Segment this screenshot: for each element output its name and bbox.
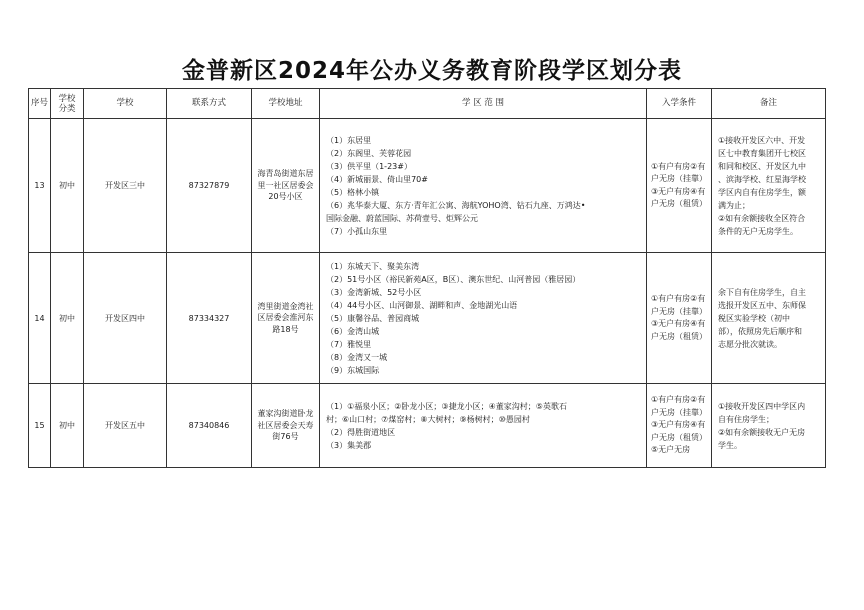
header-category-line2: 分类	[58, 103, 76, 114]
condition-line: ①有户有房②有	[651, 294, 706, 303]
row-conditions	[647, 253, 712, 384]
range-line: （3）金湾新城、52号小区	[326, 287, 422, 297]
note-line: 满为止；	[718, 200, 750, 210]
table-row	[29, 384, 826, 468]
range-line: （1）东居里	[326, 135, 372, 145]
row-seq: 14	[29, 253, 51, 384]
condition-line: ③无户有房④有	[651, 319, 706, 328]
range-line: （1）①福泉小区；②卧龙小区；③捷龙小区；④董家沟村；⑤英歌石	[326, 401, 567, 411]
school-district-table	[28, 88, 826, 468]
header-seq: 序号	[29, 89, 51, 119]
row-conditions	[647, 384, 712, 468]
note-line: 和同和校区、开发区九中	[718, 161, 806, 171]
row-seq: 15	[29, 384, 51, 468]
header-contact: 联系方式	[167, 89, 252, 119]
row-category: 初中	[51, 119, 84, 253]
note-line: 区七中教育集团开七校区	[718, 148, 806, 158]
row-school: 开发区四中	[84, 253, 167, 384]
page-title: 金普新区2024年公办义务教育阶段学区划分表	[181, 58, 682, 84]
range-line: 国际金融、蔚蓝国际、苏荷壹号、炬辉公元	[326, 213, 478, 223]
note-line: 条件的无户无房学生。	[718, 226, 798, 236]
row-range	[320, 384, 647, 468]
row-contact: 87327879	[167, 119, 252, 253]
range-line: （5）格林小镇	[326, 187, 380, 197]
row-address: 海青岛街道东居里一社区居委会20号小区	[252, 119, 320, 253]
row-contact: 87340846	[167, 384, 252, 468]
table-header-row	[29, 89, 826, 119]
condition-line: 户无房（挂靠）	[651, 306, 707, 316]
condition-line: 户无房（租赁）	[651, 199, 707, 208]
row-school: 开发区五中	[84, 384, 167, 468]
condition-line: 户无房（挂靠）	[651, 407, 707, 417]
header-category	[51, 89, 84, 119]
note-line: 志愿分批次就读。	[718, 339, 782, 349]
note-line: ②如有余额接收无户无房	[718, 427, 806, 437]
range-line: （2）51号小区（裕民新苑A区，B区）、澳东世纪、山河普园（雅居园）	[326, 274, 581, 284]
range-line: 村；⑥山口村；⑦煤窑村；⑧大树村；⑨杨树村；⑩愚园村	[326, 414, 530, 424]
condition-line: ⑤无户无房	[651, 445, 691, 455]
table-row	[29, 119, 826, 253]
note-line: 部），依照房先后顺序和	[718, 326, 802, 336]
range-line: （1）东城天下、聚美东湾	[326, 261, 420, 271]
row-category: 初中	[51, 253, 84, 384]
range-line: （3）供平里（1-23#）	[326, 161, 412, 171]
row-notes	[712, 384, 826, 468]
header-address: 学校地址	[252, 89, 320, 119]
range-line: （6）金湾山城	[326, 326, 380, 336]
condition-line: ①有户有房②有	[651, 161, 706, 171]
condition-line: 户无房（租赁）	[651, 432, 707, 442]
range-line: （4）44号小区、山河御景、湖畔和声、金地湖光山语	[326, 300, 518, 310]
row-conditions	[647, 119, 712, 253]
range-line: （4）新城丽景、倚山里70#	[326, 174, 428, 184]
range-line: （7）雅悦里	[326, 339, 372, 349]
condition-line: 户无房（挂靠）	[651, 174, 707, 183]
range-line: （8）金湾又一城	[326, 352, 388, 362]
note-line: ②如有余额接收全区符合	[718, 213, 806, 223]
header-school: 学校	[84, 89, 167, 119]
row-address: 董家沟街道卧龙社区居委会天寿街76号	[252, 384, 320, 468]
condition-line: ③无户有房④有	[651, 186, 706, 196]
row-school: 开发区三中	[84, 119, 167, 253]
note-line: ①接收开发区四中学区内	[718, 401, 806, 411]
row-notes	[712, 253, 826, 384]
range-line: （2）得胜街道地区	[326, 427, 396, 437]
note-line: ①接收开发区六中、开发	[718, 135, 806, 145]
row-range	[320, 119, 647, 253]
condition-line: 户无房（租赁）	[651, 331, 707, 341]
range-line: （2）东阁里、芙蓉花园	[326, 148, 412, 158]
row-contact: 87334327	[167, 253, 252, 384]
row-notes	[712, 119, 826, 253]
note-line: 、滨海学校、红星海学校	[718, 174, 806, 184]
condition-line: ③无户有房④有	[651, 420, 706, 430]
range-line: （6）兆华泰大厦、东方·青年汇公寓、海航YOHO湾、钻石九座、万鸿达•	[326, 200, 586, 210]
note-line: 学生。	[718, 440, 742, 450]
range-line: （3）集美郡	[326, 440, 372, 450]
header-range: 学 区 范 围	[320, 89, 647, 119]
header-category-line1: 学校	[58, 93, 76, 104]
note-line: 税区实验学校（初中	[718, 313, 790, 323]
row-range	[320, 253, 647, 384]
table-row	[29, 253, 826, 384]
header-conditions: 入学条件	[647, 89, 712, 119]
header-notes: 备注	[712, 89, 826, 119]
range-line: （9）东城国际	[326, 365, 380, 375]
row-address: 湾里街道金湾社区居委会淮河东路18号	[252, 253, 320, 384]
row-seq: 13	[29, 119, 51, 253]
note-line: 余下自有住房学生，自主	[718, 287, 806, 297]
note-line: 自有住房学生；	[718, 414, 774, 424]
note-line: 学区内自有住房学生，额	[718, 187, 806, 197]
range-line: （7）小孤山东里	[326, 226, 388, 236]
range-line: （5）康馨谷品、普园商城	[326, 313, 420, 323]
row-category: 初中	[51, 384, 84, 468]
note-line: 选报开发区五中、东师保	[718, 300, 806, 310]
condition-line: ①有户有房②有	[651, 395, 706, 405]
